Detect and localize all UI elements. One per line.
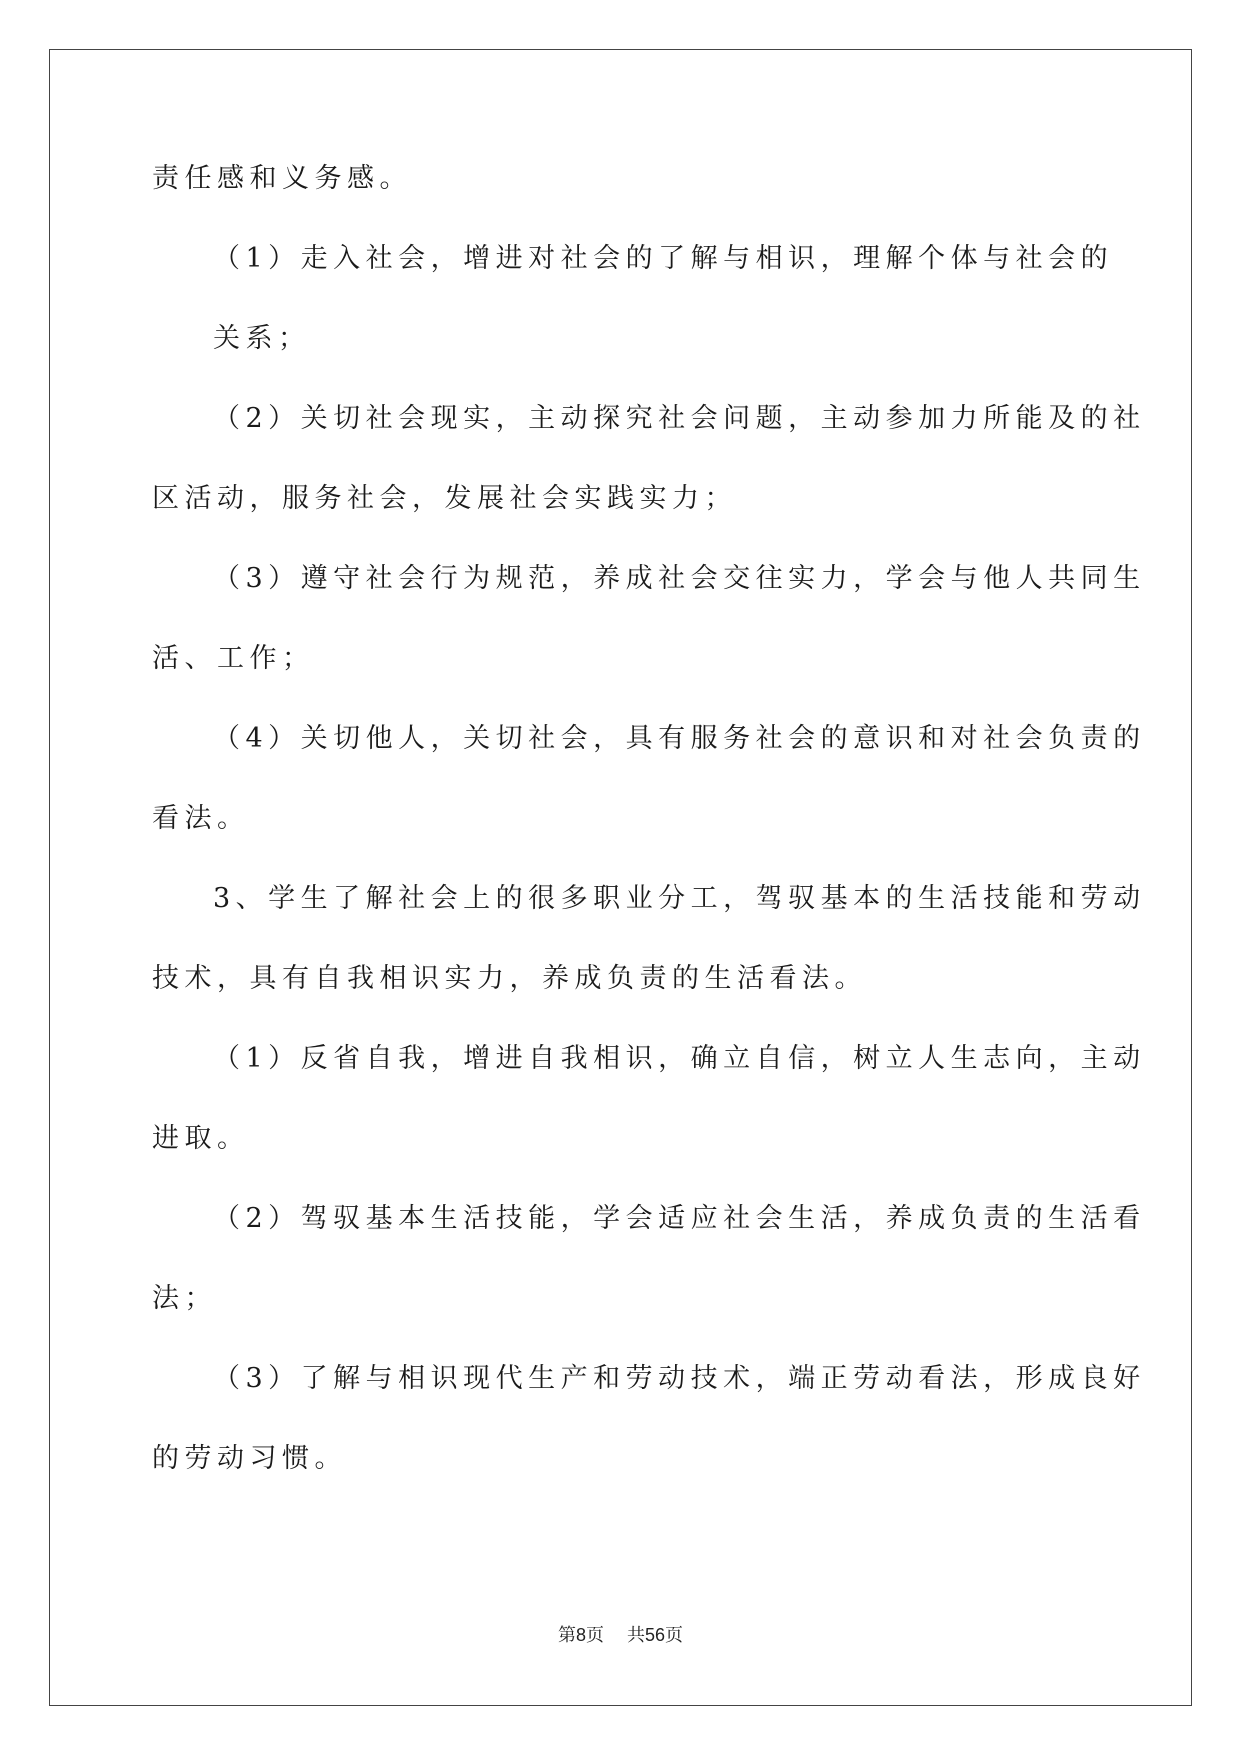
text-line: （3）遵守社会行为规范，养成社会交往实力，学会与他人共同生	[213, 563, 1146, 594]
text-line: 3、学生了解社会上的很多职业分工，驾驭基本的生活技能和劳动	[213, 883, 1146, 914]
current-page-number: 8	[576, 1625, 587, 1645]
text-line: 看法。	[152, 803, 250, 834]
footer-total-prefix: 共	[626, 1625, 645, 1646]
text-line: 技术，具有自我相识实力，养成负责的生活看法。	[152, 963, 867, 994]
text-line: 区活动，服务社会，发展社会实践实力；	[152, 483, 737, 514]
page-footer	[0, 1621, 1241, 1647]
text-line: 责任感和义务感。	[152, 163, 412, 194]
text-line: （2）关切社会现实，主动探究社会问题，主动参加力所能及的社	[213, 403, 1146, 434]
text-line: （1）走入社会，增进对社会的了解与相识，理解个体与社会的	[213, 243, 1114, 274]
text-line: （2）驾驭基本生活技能，学会适应社会生活，养成负责的生活看	[213, 1203, 1146, 1234]
text-line: 法；	[152, 1283, 217, 1314]
text-line: （4）关切他人，关切社会，具有服务社会的意识和对社会负责的	[213, 723, 1146, 754]
footer-page-word: 页	[586, 1625, 605, 1646]
text-line: （3）了解与相识现代生产和劳动技术，端正劳动看法，形成良好	[213, 1363, 1146, 1394]
text-line: 进取。	[152, 1123, 250, 1154]
text-line: 的劳动习惯。	[152, 1443, 347, 1474]
footer-total-word: 页	[664, 1625, 683, 1646]
text-line: （1）反省自我，增进自我相识，确立自信，树立人生志向，主动	[213, 1043, 1146, 1074]
text-line: 关系；	[213, 323, 311, 354]
total-page-count: 56	[644, 1625, 665, 1645]
footer-prefix: 第	[558, 1625, 577, 1646]
text-line: 活、工作；	[152, 643, 315, 674]
